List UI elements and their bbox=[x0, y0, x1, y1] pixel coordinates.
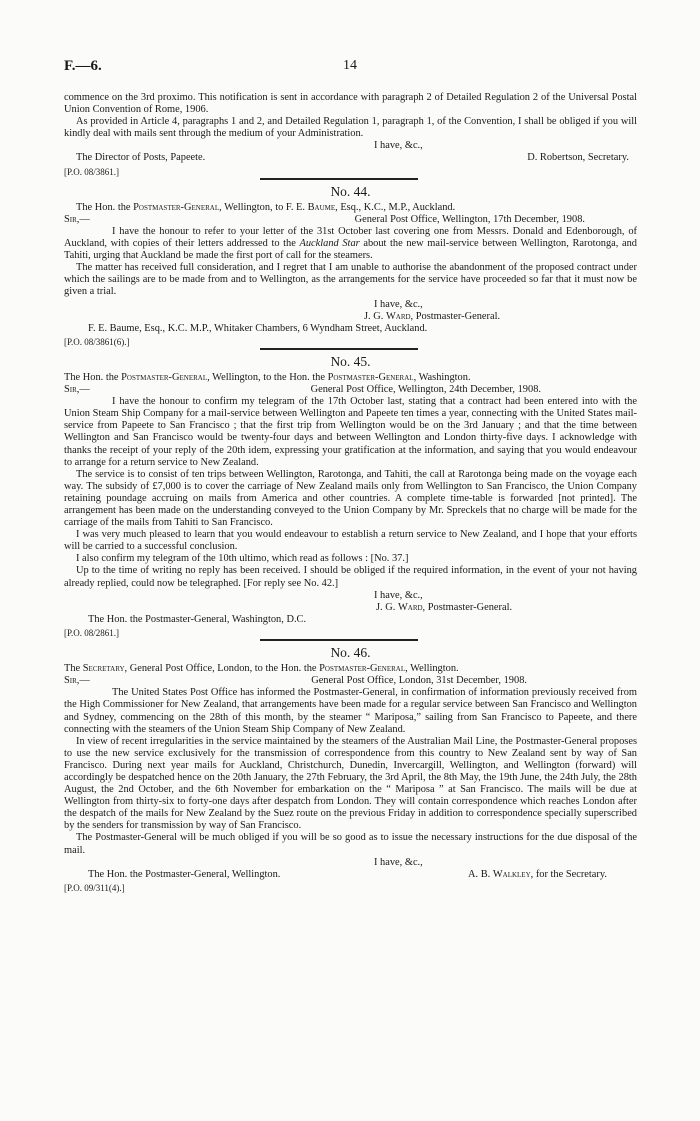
paragraph: As provided in Article 4, paragraphs 1 and 2, and Detailed Regulation 1, paragraph 1, of the Convention, I shall be obliged if you will kindly deal with mails sent through the medium of your Administration. bbox=[64, 116, 637, 140]
letter-heading: The Secretary, General Post Office, London, to the Hon. the Postmaster-General, Wellington. bbox=[64, 663, 459, 675]
page-number: 14 bbox=[343, 58, 357, 73]
letter-heading: The Hon. the Postmaster-General, Wellington, to the Hon. the Postmaster-General, Washington. bbox=[64, 371, 471, 383]
addressee: The Director of Posts, Papeete. bbox=[76, 152, 206, 164]
paragraph: I have the honour to confirm my telegram of the 17th October last, stating that a contract had been entered into with the Union Steam Ship Company for a mail-service between Wellington and Papeete ten times a year, connecting with the United States mail-service from Papeete to San Francisco ; that the first trip from Wellington would be on the 3rd January ; and that the time between Wellington and San Francisco would be twenty-four days and between Wellington and London thirty-five days. I acknowledge with thanks the receipt of your reply of the 20th idem, expressing your gratification at the information, and saying that you would endeavour to arrange for a return service to New Zealand. bbox=[64, 396, 637, 468]
letter-number: No. 44. bbox=[330, 183, 371, 199]
paragraph: The matter has received full consideration, and I regret that I am unable to authorise the abandonment of the proposed contract under which the sailings are to be made from and to Wellington, as the arrangements for the service have proceeded so far that it must now be given a trial. bbox=[64, 262, 637, 298]
page-body bbox=[64, 92, 637, 894]
signature: J. G. Ward, Postmaster-General. bbox=[364, 310, 501, 322]
paper-code: F.—6. bbox=[64, 58, 102, 74]
paragraph: The service is to consist of ten trips between Wellington, Rarotonga, and Tahiti, the call at Rarotonga being made on the voyage each way. The subsidy of £7,000 is to cover the carriage of New Zealand mails only from Wellington to San Francisco, the Union Company retaining poundage accruing on mails from America and other countries. A complete time-table is forwarded [not printed]. The arrangement has been made on the understanding conveyed to the Union Company by Mr. Spreckels that no charge will be made for the carriage of the mails from Tahiti to San Francisco. bbox=[64, 468, 637, 529]
salutation: Sir,— bbox=[64, 213, 90, 225]
closing: I have, &c., bbox=[374, 589, 423, 601]
place-date: General Post Office, London, 31st December, 1908. bbox=[311, 675, 527, 687]
salutation: Sir,— bbox=[64, 675, 90, 687]
closing: I have, &c., bbox=[374, 298, 423, 310]
signature: A. B. Walkley, for the Secretary. bbox=[468, 868, 607, 880]
paragraph: I have the honour to refer to your letter of the 31st October last covering one from Messrs. Donald and Edenborough, of Auckland, with copies of their letters addressed to the Auckland Star about the new mail-service between Wellington, Rarotonga, and Tahiti, urging that Auckland be made the first port of call for the steamers. bbox=[64, 225, 637, 262]
signature-row bbox=[64, 869, 637, 881]
addressee: F. E. Baume, Esq., K.C. M.P., Whitaker Chambers, 6 Wyndham Street, Auckland. bbox=[88, 322, 428, 334]
paragraph: commence on the 3rd proximo. This notification is sent in accordance with paragraph 2 of Detailed Regulation 2 of the Universal Postal Union Convention of Rome, 1906. bbox=[64, 92, 637, 116]
file-reference: [P.O. 08/3861(6).] bbox=[64, 336, 130, 347]
letter-number: No. 46. bbox=[330, 645, 371, 661]
letter-heading: The Hon. the Postmaster-General, Wellington, to F. E. Baume, Esq., K.C., M.P., Auckland. bbox=[76, 201, 456, 213]
page-header bbox=[64, 60, 636, 78]
letter-number: No. 45. bbox=[330, 353, 371, 369]
place-date: General Post Office, Wellington, 17th December, 1908. bbox=[354, 213, 585, 225]
closing: I have, &c., bbox=[374, 856, 423, 868]
salutation-row bbox=[64, 675, 637, 687]
closing: I have, &c., bbox=[374, 140, 423, 152]
salutation-row bbox=[64, 384, 637, 396]
paragraph: I was very much pleased to learn that you would endeavour to establish a return service to New Zealand, and I hope that your efforts will be carried to a successful conclusion. bbox=[64, 529, 637, 553]
addressee: The Hon. the Postmaster-General, Wellington. bbox=[88, 868, 281, 880]
section-divider bbox=[260, 178, 418, 180]
signature: J. G. Ward, Postmaster-General. bbox=[376, 601, 513, 613]
section-divider bbox=[260, 348, 418, 350]
paragraph: I also confirm my telegram of the 10th ultimo, which read as follows : [No. 37.] bbox=[76, 553, 409, 565]
paragraph: The Postmaster-General will be much obliged if you will be so good as to issue the necessary instructions for the due disposal of the mail. bbox=[64, 832, 637, 856]
paragraph: In view of recent irregularities in the service maintained by the steamers of the Australian Mail Line, the Postmaster-General proposes to use the new service exclusively for the transmission of correspondence from this country to New Zealand sent by way of San Francisco. During next year mails for Auckland, Christchurch, Dunedin, Invercargill, Wellington, and Wellington (forward) will accordingly be despatched hence on the 20th January, the 27th February, the 3rd April, the 8th May, the 19th June, the 24th July, the 28th August, the 2nd October, and the 6th November for embarkation on the “ Mariposa ” at San Francisco. The mails will be due at Wellington from thirty-six to forty-one days after despatch from London. They will contain correspondence which reaches London after the despatch of the mails for New Zealand by the Suez route on the previous Friday in addition to correspondence specially superscribed by the senders for transmission by way of San Francisco. bbox=[64, 735, 637, 832]
salutation: Sir,— bbox=[64, 384, 90, 396]
paragraph: The United States Post Office has informed the Postmaster-General, in confirmation of information previously received from the High Commissioner for New Zealand, that arrangements have been made for a regular service between San Francisco and Wellington and Sydney, commencing on the 28th of this month, by the steamer “ Mariposa,” sailing from San Francisco to Papeete, and there connecting with the steamers of the Union Steam Ship Company of New Zealand. bbox=[64, 687, 637, 735]
file-reference: [P.O. 08/2861.] bbox=[64, 627, 120, 638]
signature-row bbox=[64, 152, 637, 164]
addressee: The Hon. the Postmaster-General, Washington, D.C. bbox=[88, 613, 307, 625]
salutation-row bbox=[64, 214, 637, 226]
file-reference: [P.O. 09/311(4).] bbox=[64, 882, 125, 893]
file-reference: [P.O. 08/3861.] bbox=[64, 166, 120, 177]
paragraph: Up to the time of writing no reply has been received. I should be obliged if the required information, in the event of your not having already replied, could now be telegraphed. [For reply see No. 42.] bbox=[64, 565, 637, 589]
signature: D. Robertson, Secretary. bbox=[527, 152, 629, 164]
section-divider bbox=[260, 639, 418, 641]
place-date: General Post Office, Wellington, 24th December, 1908. bbox=[310, 384, 541, 396]
